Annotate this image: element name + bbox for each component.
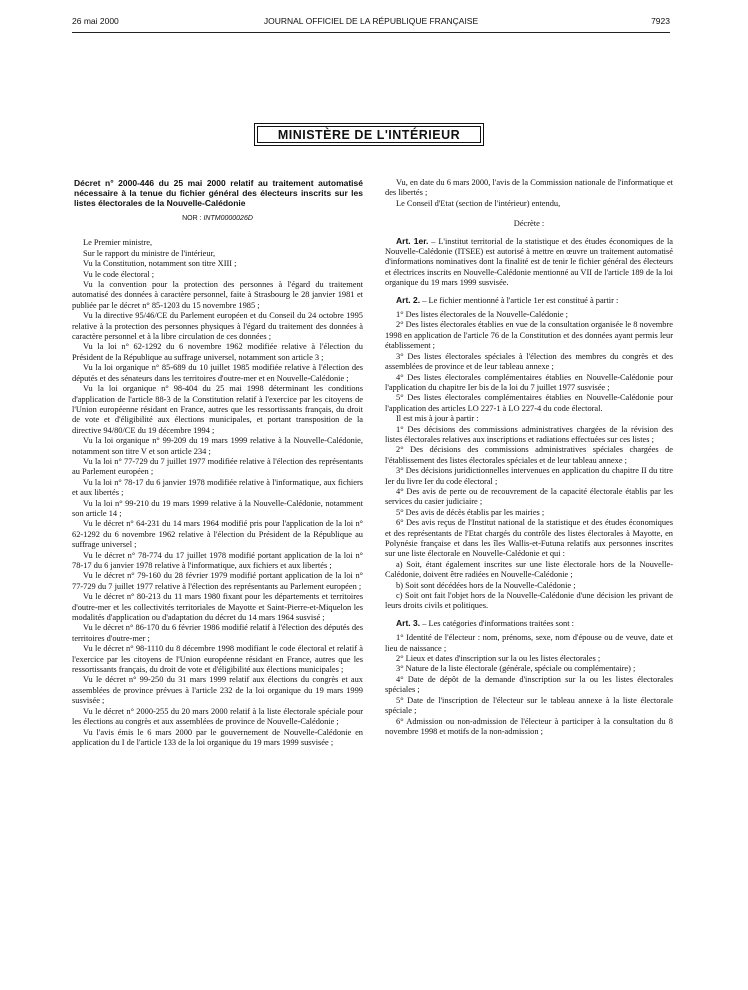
header-rule (72, 32, 670, 33)
list-item: 2° Des listes électorales établies en vue de la consultation organisée le 8 novembre 1998 en application de l'article 76 de la Constitution et des données ayant permis leur établissement ; (385, 320, 673, 351)
list-item: a) Soit, étant également inscrites sur une liste électorale hors de la Nouvelle-Calédonie, doivent être radiées en Nouvelle-Calédonie ; (385, 559, 673, 580)
header-date: 26 mai 2000 (72, 16, 119, 26)
intro-paragraph: Vu, en date du 6 mars 2000, l'avis de la Commission nationale de l'informatique et des libertés ; (385, 178, 673, 198)
list-item: 6° Des avis reçus de l'Institut national de la statistique et des études économiques et des représentants de l'Etat chargés du contrôle des listes électorales à Mayotte, en Polynésie française et dans les îles Wallis-et-Futuna relatifs aux personnes inscrites sur une liste électorale en Nouvelle-Calédonie et qui : (385, 518, 673, 559)
visa-paragraph: Vu l'avis émis le 6 mars 2000 par le gouvernement de Nouvelle-Calédonie en application du I de l'article 133 de la loi organique du 19 mars 1999 susvisée ; (72, 727, 363, 747)
visa-paragraph: Vu le décret n° 98-1110 du 8 décembre 1998 modifiant le code électoral et relatif à l'exercice par les citoyens de l'Union européenne résidant en France, autres que les ressortissants français, du droit de vote et d'éligibilité aux élections municipales ; (72, 644, 363, 675)
article-2-update-intro: Il est mis à jour à partir : (396, 414, 479, 424)
intro-paragraph: Le Conseil d'Etat (section de l'intérieur) entendu, (396, 198, 561, 208)
ministry-title: MINISTÈRE DE L'INTÉRIEUR (257, 126, 481, 143)
list-item: 6° Admission ou non-admission de l'électeur à participer à la consultation du 8 novembre 1998 et motifs de la non-admission ; (385, 716, 673, 736)
visa-paragraph: Vu la loi organique n° 98-404 du 25 mai 1998 déterminant les conditions d'application de l'article 88-3 de la Constitution relatif à l'exercice par les citoyens de l'Union européenne résidant en France, autres que les ressortissants français, du droit de vote et d'éligibilité aux élections municipales, et portant transposition de la directive 94/80/CE du 19 décembre 1994 ; (72, 384, 363, 435)
article-3-text: – Les catégories d'informations traitées sont : (420, 618, 574, 628)
article-3 (385, 618, 673, 629)
article-3-label: Art. 3. (396, 617, 421, 628)
article-2-items (385, 310, 673, 414)
page-header (72, 16, 670, 30)
list-item: b) Soit sont décédées hors de la Nouvelle-Calédonie ; (396, 580, 576, 590)
article-2 (385, 295, 673, 306)
article-2-update-items (385, 425, 673, 612)
nor-label: NOR : (182, 215, 202, 222)
article-1-text: – L'institut territorial de la statistique et des études économiques de la Nouvelle-Calédonie (ITSEE) est autorisé à mettre en œuvre un traitement automatisé d'informations nominatives dont la finalité est de tenir le fichier général des électeurs et électrices inscrits en Nouvelle-Calédonie mentionné au VII de l'article 189 de la loi organique du 19 mars 1999 susvisée. (385, 236, 674, 288)
article-3-items (385, 633, 673, 737)
nor-reference (72, 214, 363, 224)
right-column (385, 178, 673, 737)
list-item: c) Soit ont fait l'objet hors de la Nouvelle-Calédonie d'une décision les privant de leurs droits civils et politiques. (385, 591, 673, 611)
list-item: 1° Des listes électorales de la Nouvelle-Calédonie ; (396, 310, 568, 320)
visa-paragraph: Vu le décret n° 99-250 du 31 mars 1999 relatif aux élections du congrès et aux assemblées de province prévues à l'article 232 de la loi organique du 19 mars 1999 susvisée ; (72, 675, 363, 706)
visa-paragraph: Sur le rapport du ministre de l'intérieur, (83, 248, 216, 258)
decree-title: Décret n° 2000-446 du 25 mai 2000 relatif au traitement automatisé nécessaire à la tenue du fichier général des électeurs inscrits sur les listes électorales de la Nouvelle-Calédonie (74, 178, 363, 208)
left-paragraphs (72, 238, 363, 748)
list-item: 2° Des décisions des commissions administratives spéciales chargées de l'établissement des listes électorales spéciales et de leur tableau annexe ; (385, 445, 673, 465)
list-item: 3° Nature de la liste électorale (générale, spéciale ou complémentaire) ; (396, 664, 636, 674)
visa-paragraph: Vu la loi organique n° 99-209 du 19 mars 1999 relative à la Nouvelle-Calédonie, notamment son titre V et son article 234 ; (72, 436, 363, 456)
visa-paragraph: Vu la directive 95/46/CE du Parlement européen et du Conseil du 24 octobre 1995 relative à la protection des personnes physiques à l'égard du traitement des données à caractère personnel et à la libre circulation de ces données ; (72, 311, 363, 342)
list-item: 3° Des listes électorales spéciales à l'élection des membres du congrès et des assemblées de province et de leur tableau annexe ; (385, 351, 673, 372)
list-item: 1° Identité de l'électeur : nom, prénoms, sexe, nom d'épouse ou de veuve, date et lieu de naissance ; (385, 633, 673, 653)
visa-paragraph: Vu le décret n° 79-160 du 28 février 1979 modifié portant application de la loi n° 77-729 du 7 juillet 1977 relative à l'élection des représentants au Parlement européen ; (72, 571, 363, 591)
decrete-heading: Décrète : (513, 219, 545, 229)
left-column (72, 178, 363, 748)
visa-paragraph: Vu le décret n° 64-231 du 14 mars 1964 modifié pris pour l'application de la loi n° 62-1292 du 6 novembre 1962 relative à l'élection du Président de la République au suffrage universel ; (72, 519, 363, 550)
list-item: 5° Des listes électorales complémentaires établies en Nouvelle-Calédonie pour l'application des articles LO 227-1 à LO 227-4 du code électoral. (385, 393, 673, 413)
header-journal-title: JOURNAL OFFICIEL DE LA RÉPUBLIQUE FRANÇAISE (263, 16, 479, 26)
visa-paragraph: Vu la convention pour la protection des personnes à l'égard du traitement automatisé des données à caractère personnel, faite à Strasbourg le 28 janvier 1981 et publiée par le décret n° 85-1203 du 15 novembre 1985 ; (72, 280, 363, 310)
visa-paragraph: Vu le décret n° 80-213 du 11 mars 1980 fixant pour les départements et territoires d'outre-mer et les collectivités territoriales de Mayotte et Saint-Pierre-et-Miquelon les modalités d'application ou d'adaptation du décret du 14 mars 1964 susvisé ; (72, 592, 363, 623)
list-item: 4° Des avis de perte ou de recouvrement de la capacité électorale établis par les services du casier judiciaire ; (385, 486, 673, 507)
article-1 (385, 236, 673, 289)
visa-paragraph: Vu la loi n° 99-210 du 19 mars 1999 relative à la Nouvelle-Calédonie, notamment son article 14 ; (72, 498, 363, 518)
header-page-number: 7923 (651, 16, 670, 26)
nor-code: INTM0000026D (203, 215, 253, 222)
visa-paragraph: Vu le code électoral ; (83, 269, 155, 279)
visa-paragraph: Le Premier ministre, (83, 238, 153, 248)
visa-paragraph: Vu la loi n° 77-729 du 7 juillet 1977 modifiée relative à l'élection des représentants au Parlement européen ; (72, 456, 363, 477)
visa-paragraph: Vu le décret n° 2000-255 du 20 mars 2000 relatif à la liste électorale spéciale pour les élections au congrès et aux assemblées de province de Nouvelle-Calédonie ; (72, 706, 363, 727)
visa-paragraph: Vu la loi n° 62-1292 du 6 novembre 1962 modifiée relative à l'élection du Président de la République au suffrage universel, notamment son article 3 ; (72, 342, 363, 362)
list-item: 3° Des décisions juridictionnelles intervenues en application du chapitre II du titre Ier du livre Ier du code électoral ; (385, 466, 673, 486)
visa-paragraph: Vu la loi n° 78-17 du 6 janvier 1978 modifiée relative à l'informatique, aux fichiers et aux libertés ; (72, 477, 363, 498)
list-item: 4° Date de dépôt de la demande d'inscription sur la ou les listes électorales spéciales ; (385, 674, 673, 695)
visa-paragraph: Vu la Constitution, notamment son titre XIII ; (83, 259, 237, 269)
list-item: 5° Date de l'inscription de l'électeur sur le tableau annexe à la liste électorale spéciale ; (385, 695, 673, 716)
list-item: 1° Des décisions des commissions administratives chargées de la révision des listes électorales relatives aux inscriptions et radiations effectuées sur ces listes ; (385, 424, 673, 444)
list-item: 5° Des avis de décès établis par les mairies ; (396, 507, 545, 517)
ministry-box (254, 123, 484, 146)
visa-paragraph: Vu le décret n° 86-170 du 6 février 1986 modifié relatif à l'élection des députés des territoires d'outre-mer ; (72, 623, 363, 643)
article-2-label: Art. 2. (396, 294, 421, 305)
article-1-label: Art. 1er. (396, 235, 429, 246)
list-item: 4° Des listes électorales complémentaires établies en Nouvelle-Calédonie pour l'application du chapitre Ier bis de la loi du 7 juillet 1977 susvisée ; (385, 372, 673, 392)
list-item: 2° Lieux et dates d'inscription sur la ou les listes électorales ; (396, 654, 601, 664)
visa-paragraph: Vu le décret n° 78-774 du 17 juillet 1978 modifié portant application de la loi n° 78-17 du 6 janvier 1978 relative à l'informatique, aux fichiers et aux libertés ; (72, 550, 363, 570)
visa-paragraph: Vu la loi organique n° 85-689 du 10 juillet 1985 modifiée relative à l'élection des députés et des sénateurs dans les territoires d'outre-mer et en Nouvelle-Calédonie ; (72, 363, 363, 383)
article-2-text: – Le fichier mentionné à l'article 1er est constitué à partir : (420, 295, 619, 305)
